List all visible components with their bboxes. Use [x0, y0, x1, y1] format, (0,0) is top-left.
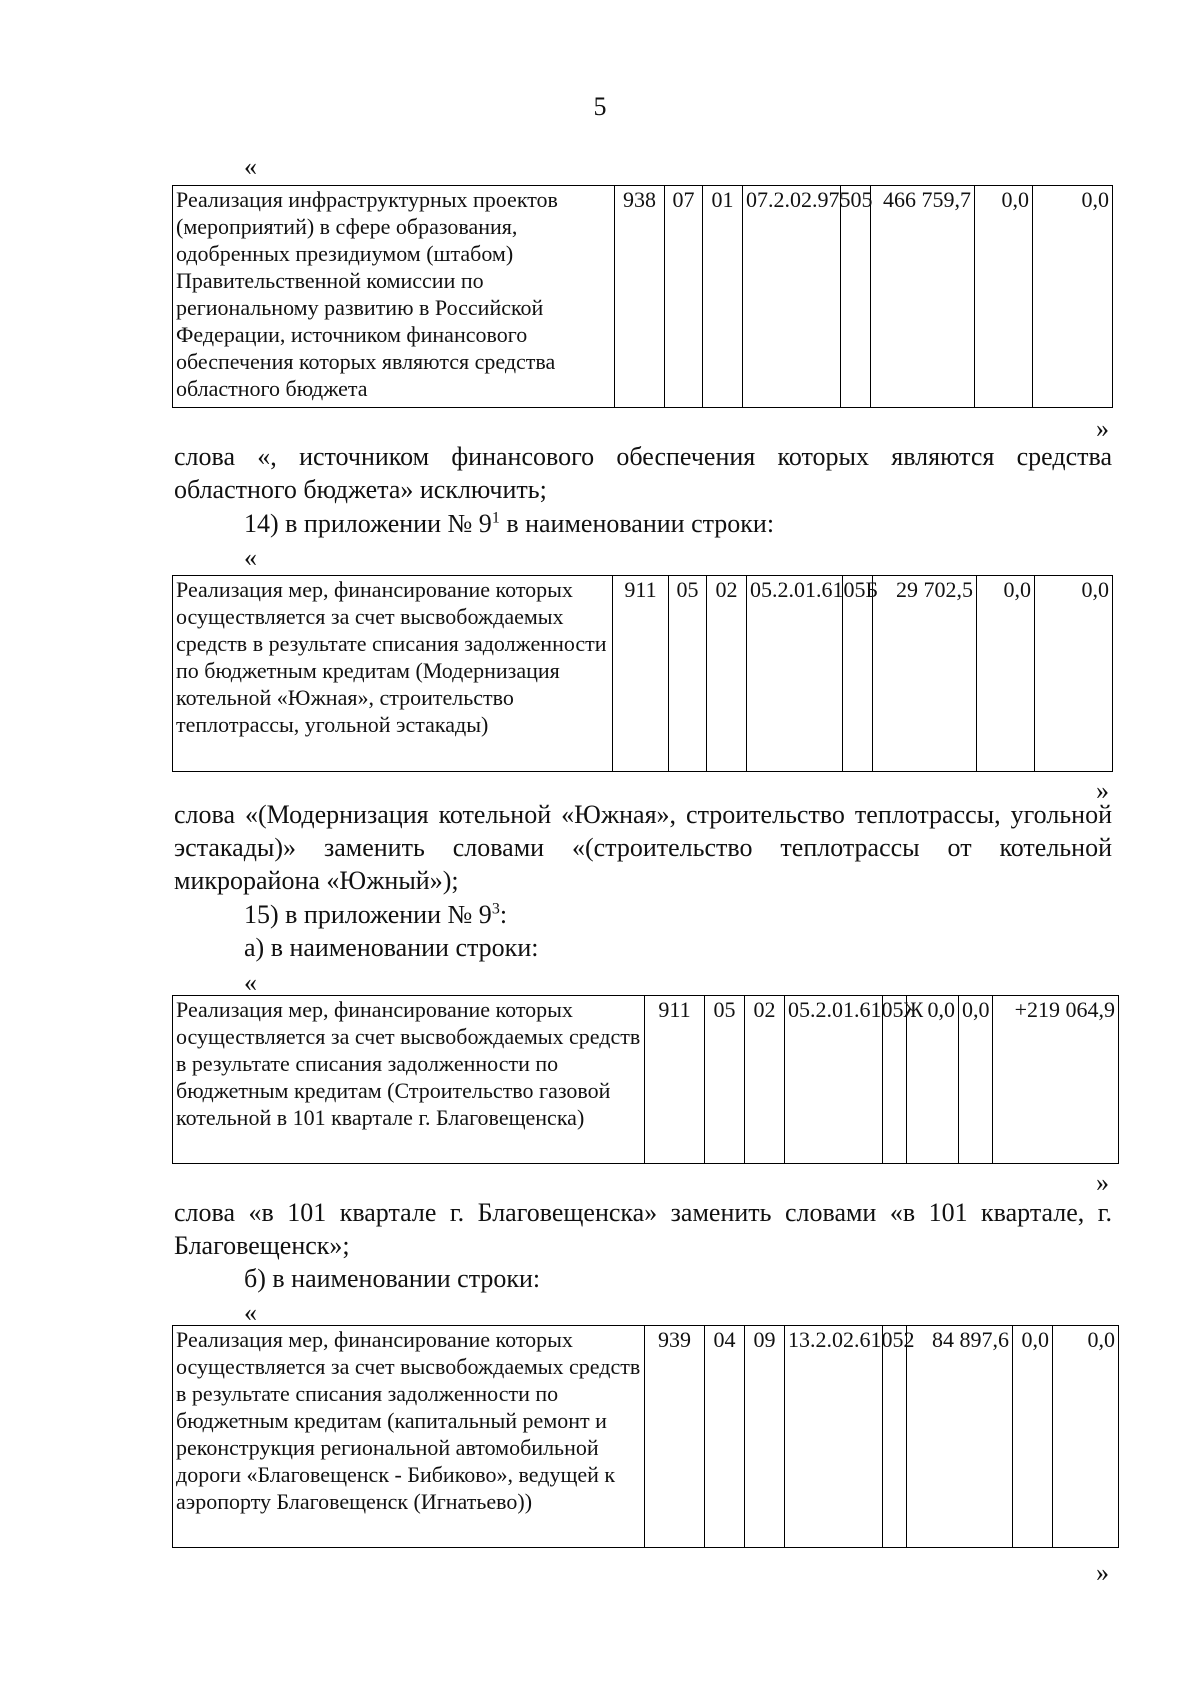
target-article-code: 07.2.02.97505	[743, 186, 841, 408]
row-name: Реализация мер, финансирование которых осуществляется за счет высвобождаемых средств в результате списания задолженности по бюджетным кредитам (Модернизация котельной «Южная», строительство теплотрассы, угольной эстакады)	[173, 576, 613, 772]
budget-row-table	[172, 575, 1113, 772]
expense-type-code	[843, 576, 873, 772]
open-quote: «	[244, 543, 257, 572]
ministry-code: 939	[645, 1326, 705, 1548]
amount-year3: 0,0	[1033, 186, 1113, 408]
amount-year1: 84 897,6	[907, 1326, 1013, 1548]
amount-year2: 0,0	[1013, 1326, 1053, 1548]
section-code: 05	[705, 996, 745, 1164]
amendment-paragraph: слова «в 101 квартале г. Благовещенска» заменить словами «в 101 квартале, г. Благовещенск»;	[174, 1198, 1112, 1260]
item-15b: б) в наименовании строки:	[244, 1264, 541, 1293]
open-quote: «	[244, 152, 257, 181]
amount-year2: 0,0	[975, 186, 1033, 408]
subsection-code: 09	[745, 1326, 785, 1548]
row-name: Реализация мер, финансирование которых осуществляется за счет высвобождаемых средств в результате списания задолженности по бюджетным кредитам (капитальный ремонт и реконструкция региональной автомобильной дороги «Благовещенск - Бибиково», ведущей к аэропорту Благовещенск (Игнатьево))	[173, 1326, 645, 1548]
row-name: Реализация инфраструктурных проектов (мероприятий) в сфере образования, одобренных президиумом (штабом) Правительственной комиссии по региональному развитию в Российской Федерации, источником финансового обеспечения которых являются средства областного бюджета	[173, 186, 615, 408]
expense-type-code	[841, 186, 871, 408]
open-quote: «	[244, 1298, 257, 1327]
ministry-code: 911	[645, 996, 705, 1164]
amount-year1: 29 702,5	[873, 576, 977, 772]
close-quote: »	[1096, 776, 1109, 805]
close-quote: »	[1096, 414, 1109, 443]
target-article-code: 05.2.01.6105Ж	[785, 996, 883, 1164]
subsection-code: 02	[707, 576, 747, 772]
open-quote: «	[244, 968, 257, 997]
item-15a: а) в наименовании строки:	[244, 933, 539, 962]
expense-type-code	[883, 1326, 907, 1548]
item-14: 14) в приложении № $9^1$ в наименовании строки:	[244, 509, 775, 538]
row-name: Реализация мер, финансирование которых осуществляется за счет высвобождаемых средств в результате списания задолженности по бюджетным кредитам (Строительство газовой котельной в 101 квартале г. Благовещенска)	[173, 996, 645, 1164]
budget-row-table	[172, 1325, 1119, 1548]
amount-year2: 0,0	[977, 576, 1035, 772]
section-code: 07	[665, 186, 703, 408]
budget-row-table	[172, 185, 1113, 408]
ministry-code: 911	[613, 576, 669, 772]
ministry-code: 938	[615, 186, 665, 408]
section-code: 05	[669, 576, 707, 772]
amount-year1: 0,0	[907, 996, 959, 1164]
amount-year2: 0,0	[959, 996, 993, 1164]
close-quote: »	[1096, 1558, 1109, 1587]
item-15: 15) в приложении № $9^3$:	[244, 900, 508, 929]
target-article-code: 13.2.02.61052	[785, 1326, 883, 1548]
section-code: 04	[705, 1326, 745, 1548]
amount-year3: 0,0	[1035, 576, 1113, 772]
amendment-paragraph: слова «(Модернизация котельной «Южная», строительство теплотрассы, угольной эстакады)» заменить словами «(строительство теплотрассы от котельной микрорайона «Южный»);	[174, 800, 1112, 895]
budget-row-table	[172, 995, 1119, 1164]
subsection-code: 02	[745, 996, 785, 1164]
target-article-code: 05.2.01.6105Б	[747, 576, 843, 772]
amount-year3: 0,0	[1053, 1326, 1119, 1548]
amendment-paragraph: слова «, источником финансового обеспечения которых являются средства областного бюджета» исключить;	[174, 442, 1112, 504]
amount-year3: +219 064,9	[993, 996, 1119, 1164]
amount-year1: 466 759,7	[871, 186, 975, 408]
page-number: 5	[593, 92, 607, 121]
subsection-code: 01	[703, 186, 743, 408]
close-quote: »	[1096, 1168, 1109, 1197]
